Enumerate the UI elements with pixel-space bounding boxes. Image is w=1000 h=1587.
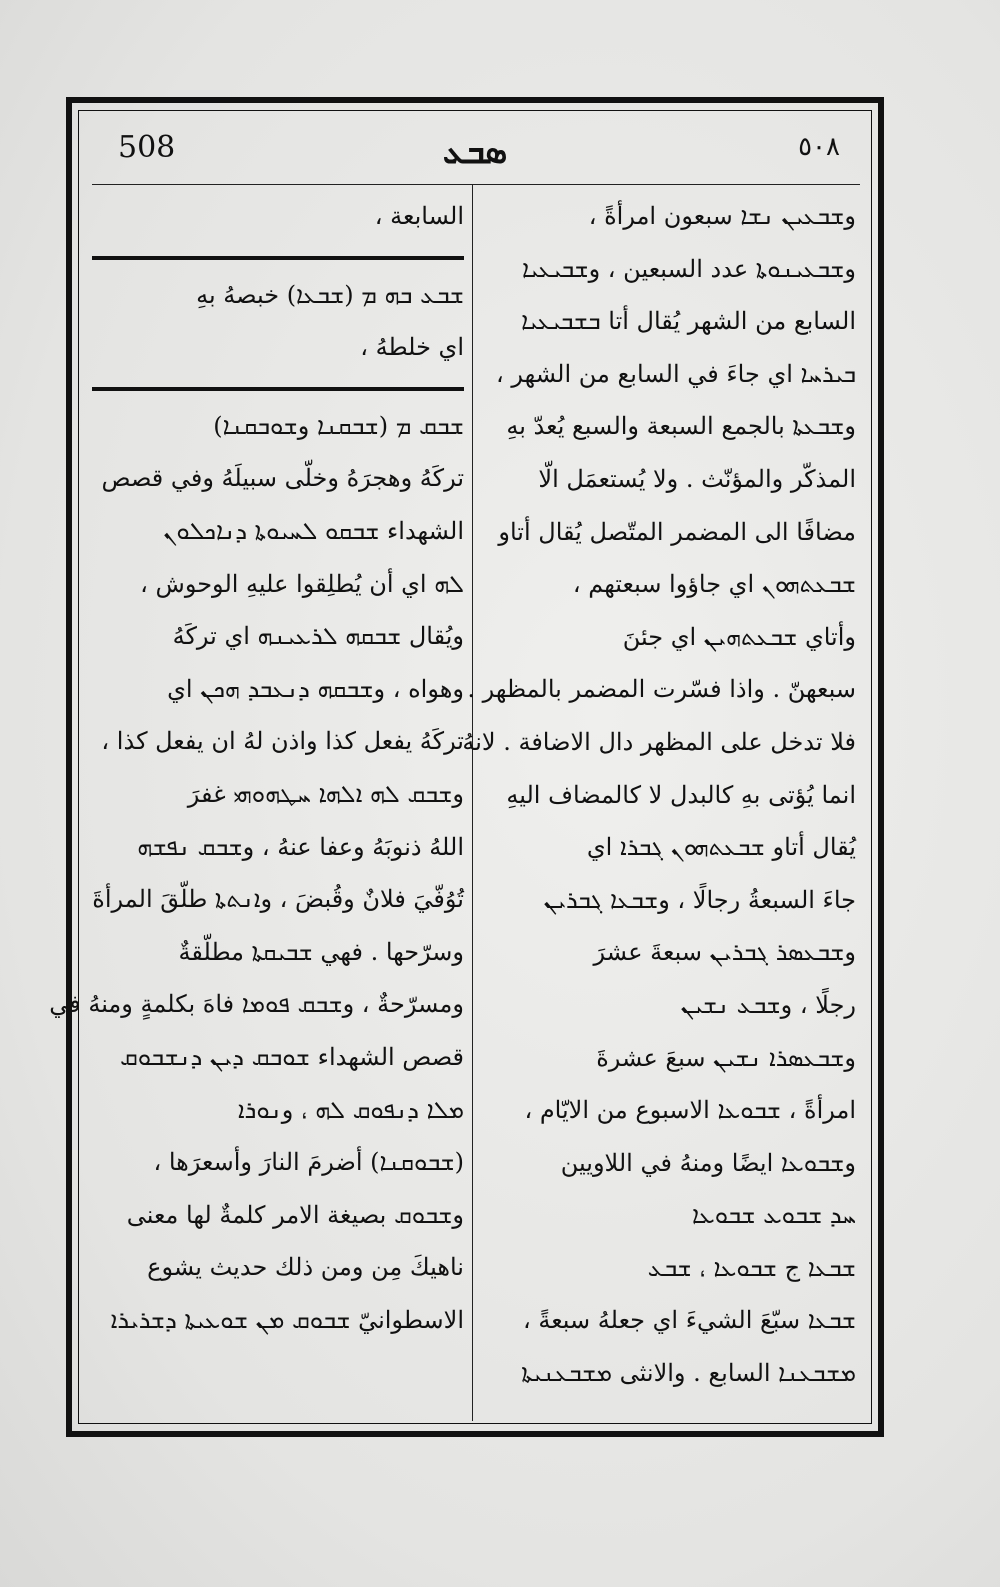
page-header	[90, 118, 860, 178]
right-column	[462, 190, 856, 1400]
text-line: ܫܒܥܐ ج ܫܒܘܥܐ ، ܫܒܥ	[647, 1253, 856, 1282]
text-line: سبعهنّ . واذا فسّرت المضمر بالمظهر .	[467, 675, 856, 704]
text-line: وأتاي ܫܒܥܬܗܝܢ اي جئنَ	[622, 622, 856, 651]
text-line: وܫܒܥܣܪܐ ܢܫܝܢ سبعَ عشرةَ	[596, 1043, 856, 1072]
text-line: وܫܒܥܣܪ ܓܒܪܝܢ سبعةَ عشرَ	[593, 938, 856, 967]
text-line: وܫܒܥܝܢܘܬܐ عدد السبعين ، وܫܒܝܥܝܐ	[521, 254, 856, 283]
text-line: ܒܝܪܚܐ اي جاءَ في السابع من الشهر ،	[496, 359, 856, 388]
entry-headword-line: ܫܒܥ ܒܗ ܡ (ܫܒܥܐ) خبصهُ بهِ	[196, 280, 464, 309]
column-divider	[472, 184, 473, 1421]
text-line: المذكّر والمؤنّث . ولا يُستعمَل الّا	[538, 464, 856, 493]
text-line: وسرّحها . فهي ܫܒܝܩܬܐ مطلّقةٌ	[178, 937, 464, 966]
text-line: ܠܗ اي أن يُطلِقوا عليهِ الوحوش ،	[140, 569, 464, 598]
text-line: مضافًا الى المضمر المتّصل يُقال أتاو	[498, 517, 856, 546]
text-line: ܫܒܥܐ سبّعَ الشيءَ اي جعلهُ سبعةً ،	[522, 1306, 856, 1335]
text-line: قصص الشهداء ܫܘܒܩ ܕܝܢ ܕܢܫܒܘܩ	[120, 1042, 464, 1071]
page-number-latin: 508	[118, 130, 176, 165]
text-line: السابع من الشهر يُقال أتا ܒܫܒܝܥܝܐ	[521, 307, 856, 336]
text-line: وܫܒܘܥܐ ايضًا ومنهُ في اللاويين	[560, 1148, 856, 1177]
text-line: رجلًا ، وܫܒܥ ܢܫܝܢ	[680, 990, 856, 1019]
text-line: انما يُؤتى بهِ كالبدل لا كالمضاف اليهِ	[506, 780, 856, 809]
header-rule	[92, 184, 860, 185]
text-line: ܚܕ ܫܒܘܥ ܫܒܘܥܐ	[691, 1201, 856, 1230]
text-line: اي خلطهُ ،	[360, 333, 464, 362]
text-line: وܫܒܘܩ بصيغة الامر كلمةٌ لها معنى	[126, 1200, 464, 1229]
text-line: امرأةً ، ܫܒܘܥܐ الاسبوع من الايّام ،	[524, 1096, 856, 1125]
text-line: اللهُ ذنوبَهُ وعفا عنهُ ، وܫܒܩ ܢܦܫܗ	[137, 832, 464, 861]
left-column	[49, 190, 464, 1346]
text-line: الشهداء ܫܒܩܘ ܠܚܝܘܬܐ ܕܢܐܟܠܘܢ	[163, 516, 464, 545]
text-line: فلا تدخل على المظهر دال الاضافة . لانهُ	[462, 727, 856, 756]
text-line: ناهيكَ مِن ومن ذلك حديث يشوع	[147, 1253, 464, 1282]
text-line: السابعة ،	[374, 202, 464, 230]
text-line: (ܫܒܘܩܢܐ) أضرمَ النارَ وأسعرَها ،	[153, 1148, 464, 1177]
text-line: ܡܫܒܥܢܐ السابع . والانثى ܡܫܒܥܢܝܬܐ	[521, 1359, 856, 1388]
text-line: وهواه ، وܫܒܩܗ ܕܢܥܒܕ ܗܟܢ اي	[167, 674, 464, 703]
page-number-arabic: ٥٠٨	[798, 132, 840, 162]
text-line: وܫܒܩ ܠܗ ܐܠܗܐ ܚܛܗܘܗܝ غفرَ	[187, 779, 464, 808]
entry-headword-line: ܫܒܩ ܡ (ܫܒܩܢܐ وܫܘܒܩܢܐ)	[213, 411, 464, 440]
text-line: وܫܒܥܬܐ بالجمع السبعة والسبع يُعدّ بهِ	[506, 412, 856, 441]
text-line: جاءَ السبعةُ رجالًا ، وܫܒܥܐ ܓܒܪܝܢ	[543, 885, 856, 914]
entry-separator	[92, 243, 464, 269]
text-line: تُوُفّيَ فلانٌ وقُبضَ ، وܐܢܬܬܐ طلّقَ المرأةَ	[92, 885, 464, 914]
text-line: ويُقال ܫܒܩܗ ܠܪܥܝܢܗ اي تركَهُ	[172, 622, 464, 651]
text-line: يُقال أتاو ܫܒܥܬܗܘܢ ܓܒܪܐ اي	[586, 833, 856, 862]
text-line: ܡܠܐ ܕܢܦܘܩ ܠܗ ، وܢܘܪܐ	[237, 1095, 464, 1124]
text-line: ومسرّحةٌ ، وܫܒܩ ܦܘܡܐ فاهَ بكلمةٍ ومنهُ في	[49, 990, 464, 1019]
text-line: الاسطوانيّ ܫܒܘܩ ܡܢ ܫܘܥܝܬܐ ܕܫܪܝܪܐ	[110, 1305, 464, 1334]
text-line: تركَهُ يفعل كذا واذن لهُ ان يفعل كذا ،	[101, 727, 464, 756]
text-line: تركَهُ وهجرَهُ وخلّى سبيلَهُ وفي قصص	[101, 464, 464, 493]
text-line: وܫܒܥܝܢ ܢܫܐ سبعون امرأةً ،	[588, 202, 856, 230]
entry-separator	[92, 374, 464, 400]
running-title: ܣܒܥ	[442, 132, 508, 172]
text-line: ܫܒܥܬܗܘܢ اي جاؤوا سبعتهم ،	[572, 570, 856, 599]
